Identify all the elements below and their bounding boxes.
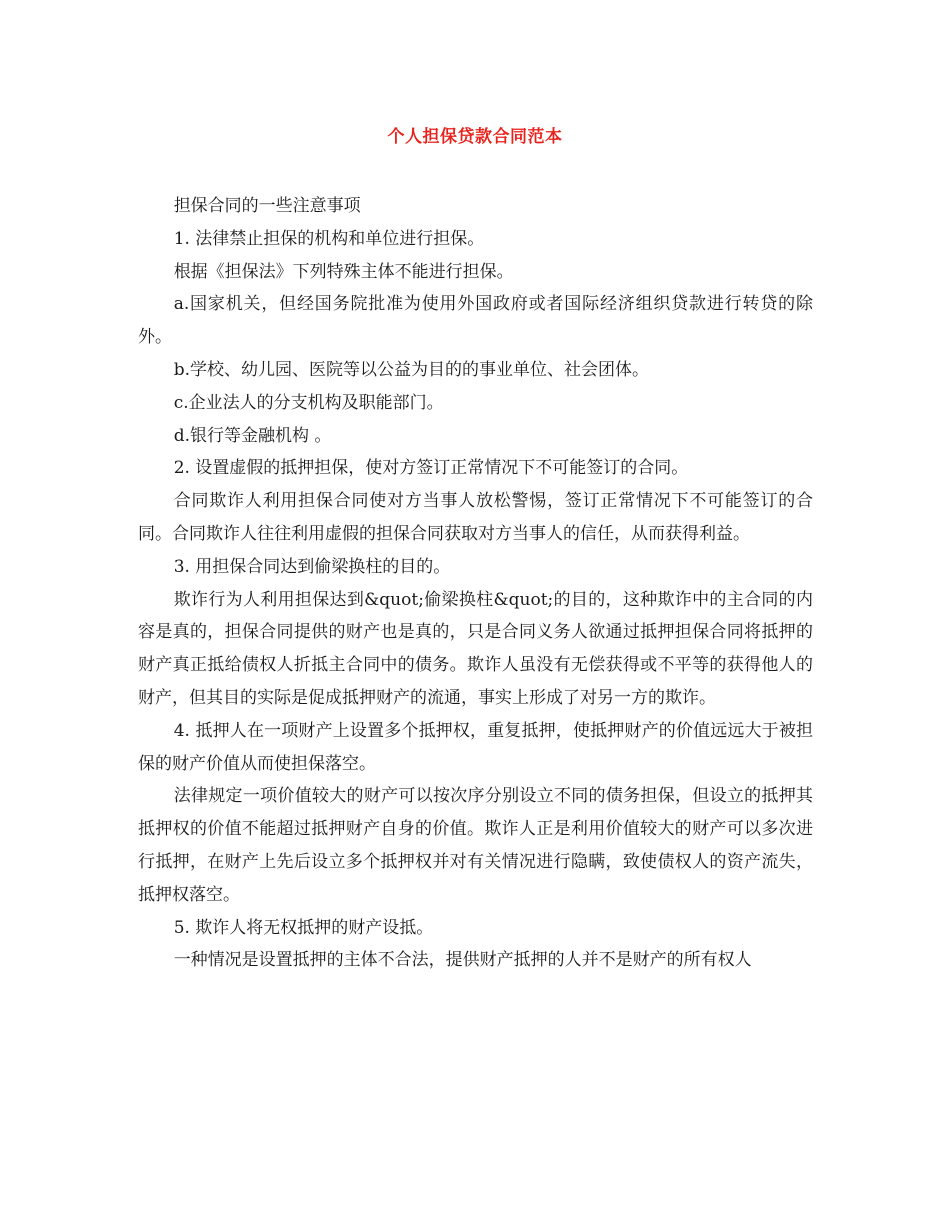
document-body <box>138 190 813 977</box>
paragraph: 1. 法律禁止担保的机构和单位进行担保。 <box>173 228 485 249</box>
paragraph: 4. 抵押人在一项财产上设置多个抵押权，重复抵押，使抵押财产的价值远远大于被担保的财产价值从而使担保落空。 <box>138 720 813 774</box>
document-title: 个人担保贷款合同范本 <box>387 127 563 147</box>
paragraph: 根据《担保法》下列特殊主体不能进行担保。 <box>173 261 514 282</box>
paragraph: 欺诈行为人利用担保达到&quot;偷梁换柱&quot;的目的，这种欺诈中的主合同的内容是真的，担保合同提供的财产也是真的，只是合同义务人欲通过抵押担保合同将抵押的财产真正抵给债权人折抵主合同中的债务。欺诈人虽没有无偿获得或不平等的获得他人的财产，但其目的实际是促成抵押财产的流通，事实上形成了对另一方的欺诈。 <box>138 589 813 708</box>
paragraph: 一种情况是设置抵押的主体不合法，提供财产抵押的人并不是财产的所有权人 <box>173 950 752 971</box>
paragraph: b.学校、幼儿园、医院等以公益为目的的事业单位、社会团体。 <box>173 359 649 380</box>
paragraph: 5. 欺诈人将无权抵押的财产设抵。 <box>173 917 434 938</box>
paragraph: 合同欺诈人利用担保合同使对方当事人放松警惕，签订正常情况下不可能签订的合同。合同欺诈人往往利用虚假的担保合同获取对方当事人的信任，从而获得利益。 <box>138 491 813 544</box>
paragraph: 担保合同的一些注意事项 <box>173 196 361 216</box>
paragraph: a.国家机关，但经国务院批准为使用外国政府或者国际经济组织贷款进行转贷的除外。 <box>138 294 813 348</box>
paragraph: c.企业法人的分支机构及职能部门。 <box>173 392 444 413</box>
paragraph: 3. 用担保合同达到偷梁换柱的目的。 <box>173 556 451 577</box>
paragraph: 法律规定一项价值较大的财产可以按次序分别设立不同的债务担保，但设立的抵押其抵押权的价值不能超过抵押财产自身的价值。欺诈人正是利用价值较大的财产可以多次进行抵押，在财产上先后设立多个抵押权并对有关情况进行隐瞒，致使债权人的资产流失，抵押权落空。 <box>138 786 813 905</box>
paragraph: 2. 设置虚假的抵押担保，使对方签订正常情况下不可能签订的合同。 <box>173 458 689 479</box>
paragraph: d.银行等金融机构 。 <box>173 425 332 446</box>
